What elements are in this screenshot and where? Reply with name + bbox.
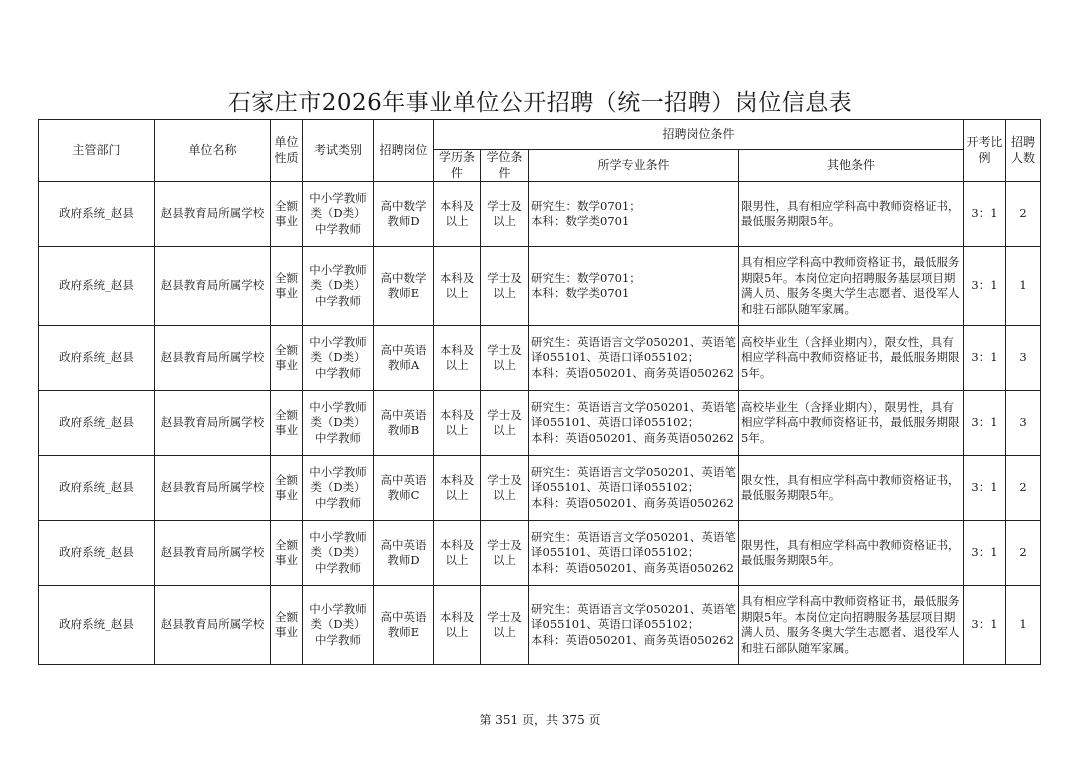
cell-other: 限女性，具有相应学科高中教师资格证书，最低服务期限5年。 (739, 456, 964, 521)
cell-dept: 政府系统_赵县 (39, 521, 155, 586)
cell-unit: 赵县教育局所属学校 (155, 521, 271, 586)
cell-nature: 全额事业 (271, 326, 303, 391)
header-exam: 考试类别 (303, 120, 374, 182)
job-info-table (38, 119, 1041, 665)
cell-nature: 全额事业 (271, 521, 303, 586)
cell-dept: 政府系统_赵县 (39, 247, 155, 326)
cell-count: 3 (1006, 391, 1041, 456)
header-post: 招聘岗位 (374, 120, 434, 182)
cell-count: 2 (1006, 456, 1041, 521)
cell-major: 研究生：英语语言文学050201、英语笔译055101、英语口译055102； 本科：英语050201、商务英语050262 (529, 456, 739, 521)
cell-dept: 政府系统_赵县 (39, 586, 155, 665)
cell-unit: 赵县教育局所属学校 (155, 182, 271, 247)
cell-post: 高中英语教师B (374, 391, 434, 456)
cell-dept: 政府系统_赵县 (39, 326, 155, 391)
table-row (39, 247, 1041, 326)
page-title: 石家庄市2026年事业单位公开招聘（统一招聘）岗位信息表 (227, 90, 853, 116)
cell-nature: 全额事业 (271, 182, 303, 247)
cell-dept: 政府系统_赵县 (39, 182, 155, 247)
cell-ratio: 3：1 (964, 521, 1006, 586)
cell-post: 高中英语教师C (374, 456, 434, 521)
cell-ratio: 3：1 (964, 391, 1006, 456)
cell-count: 1 (1006, 586, 1041, 665)
table-row (39, 326, 1041, 391)
cell-edu: 本科及以上 (434, 586, 481, 665)
cell-edu: 本科及以上 (434, 182, 481, 247)
cell-count: 1 (1006, 247, 1041, 326)
cell-count: 2 (1006, 521, 1041, 586)
cell-other: 具有相应学科高中教师资格证书，最低服务期限5年。本岗位定向招聘服务基层项目期满人员、服务冬奥大学生志愿者、退役军人和驻石部队随军家属。 (739, 247, 964, 326)
cell-unit: 赵县教育局所属学校 (155, 247, 271, 326)
cell-degree: 学士及以上 (481, 326, 529, 391)
cell-edu: 本科及以上 (434, 391, 481, 456)
cell-nature: 全额事业 (271, 456, 303, 521)
header-count: 招聘人数 (1006, 120, 1041, 182)
cell-major: 研究生：英语语言文学050201、英语笔译055101、英语口译055102； 本科：英语050201、商务英语050262 (529, 391, 739, 456)
cell-exam: 中小学教师类（D类）中学教师 (303, 391, 374, 456)
cell-degree: 学士及以上 (481, 391, 529, 456)
cell-edu: 本科及以上 (434, 247, 481, 326)
cell-degree: 学士及以上 (481, 586, 529, 665)
cell-other: 高校毕业生（含择业期内），限女性，具有相应学科高中教师资格证书，最低服务期限5年。 (739, 326, 964, 391)
cell-degree: 学士及以上 (481, 456, 529, 521)
cell-exam: 中小学教师类（D类）中学教师 (303, 182, 374, 247)
cell-exam: 中小学教师类（D类）中学教师 (303, 586, 374, 665)
header-other: 其他条件 (739, 150, 964, 182)
cell-other: 具有相应学科高中教师资格证书，最低服务期限5年。本岗位定向招聘服务基层项目期满人员、服务冬奥大学生志愿者、退役军人和驻石部队随军家属。 (739, 586, 964, 665)
cell-nature: 全额事业 (271, 247, 303, 326)
cell-major: 研究生：数学0701； 本科：数学类0701 (529, 247, 739, 326)
cell-post: 高中数学教师D (374, 182, 434, 247)
cell-other: 高校毕业生（含择业期内），限男性，具有相应学科高中教师资格证书，最低服务期限5年。 (739, 391, 964, 456)
header-degree: 学位条件 (481, 150, 529, 182)
header-edu: 学历条件 (434, 150, 481, 182)
cell-ratio: 3：1 (964, 586, 1006, 665)
cell-exam: 中小学教师类（D类）中学教师 (303, 247, 374, 326)
cell-ratio: 3：1 (964, 182, 1006, 247)
cell-unit: 赵县教育局所属学校 (155, 391, 271, 456)
cell-exam: 中小学教师类（D类）中学教师 (303, 521, 374, 586)
cell-major: 研究生：英语语言文学050201、英语笔译055101、英语口译055102； 本科：英语050201、商务英语050262 (529, 326, 739, 391)
cell-ratio: 3：1 (964, 326, 1006, 391)
header-unit: 单位名称 (155, 120, 271, 182)
cell-edu: 本科及以上 (434, 456, 481, 521)
cell-ratio: 3：1 (964, 456, 1006, 521)
cell-nature: 全额事业 (271, 586, 303, 665)
header-nature: 单位性质 (271, 120, 303, 182)
cell-post: 高中英语教师A (374, 326, 434, 391)
header-conditions: 招聘岗位条件 (434, 120, 964, 150)
cell-unit: 赵县教育局所属学校 (155, 326, 271, 391)
cell-other: 限男性，具有相应学科高中教师资格证书，最低服务期限5年。 (739, 521, 964, 586)
cell-nature: 全额事业 (271, 391, 303, 456)
cell-edu: 本科及以上 (434, 326, 481, 391)
table-row (39, 521, 1041, 586)
table-row (39, 586, 1041, 665)
cell-edu: 本科及以上 (434, 521, 481, 586)
cell-count: 3 (1006, 326, 1041, 391)
cell-dept: 政府系统_赵县 (39, 456, 155, 521)
cell-post: 高中英语教师D (374, 521, 434, 586)
cell-exam: 中小学教师类（D类）中学教师 (303, 456, 374, 521)
cell-major: 研究生：英语语言文学050201、英语笔译055101、英语口译055102； 本科：英语050201、商务英语050262 (529, 586, 739, 665)
cell-count: 2 (1006, 182, 1041, 247)
cell-other: 限男性，具有相应学科高中教师资格证书，最低服务期限5年。 (739, 182, 964, 247)
cell-dept: 政府系统_赵县 (39, 391, 155, 456)
page-number: 第 351 页，共 375 页 (479, 713, 601, 727)
cell-exam: 中小学教师类（D类）中学教师 (303, 326, 374, 391)
cell-major: 研究生：数学0701； 本科：数学类0701 (529, 182, 739, 247)
cell-unit: 赵县教育局所属学校 (155, 456, 271, 521)
cell-degree: 学士及以上 (481, 182, 529, 247)
cell-unit: 赵县教育局所属学校 (155, 586, 271, 665)
table-row (39, 391, 1041, 456)
cell-degree: 学士及以上 (481, 521, 529, 586)
header-major: 所学专业条件 (529, 150, 739, 182)
header-ratio: 开考比例 (964, 120, 1006, 182)
table-row (39, 456, 1041, 521)
cell-post: 高中英语教师E (374, 586, 434, 665)
cell-post: 高中数学教师E (374, 247, 434, 326)
cell-major: 研究生：英语语言文学050201、英语笔译055101、英语口译055102； 本科：英语050201、商务英语050262 (529, 521, 739, 586)
cell-degree: 学士及以上 (481, 247, 529, 326)
header-dept: 主管部门 (39, 120, 155, 182)
cell-ratio: 3：1 (964, 247, 1006, 326)
table-body (39, 182, 1041, 665)
table-row (39, 182, 1041, 247)
